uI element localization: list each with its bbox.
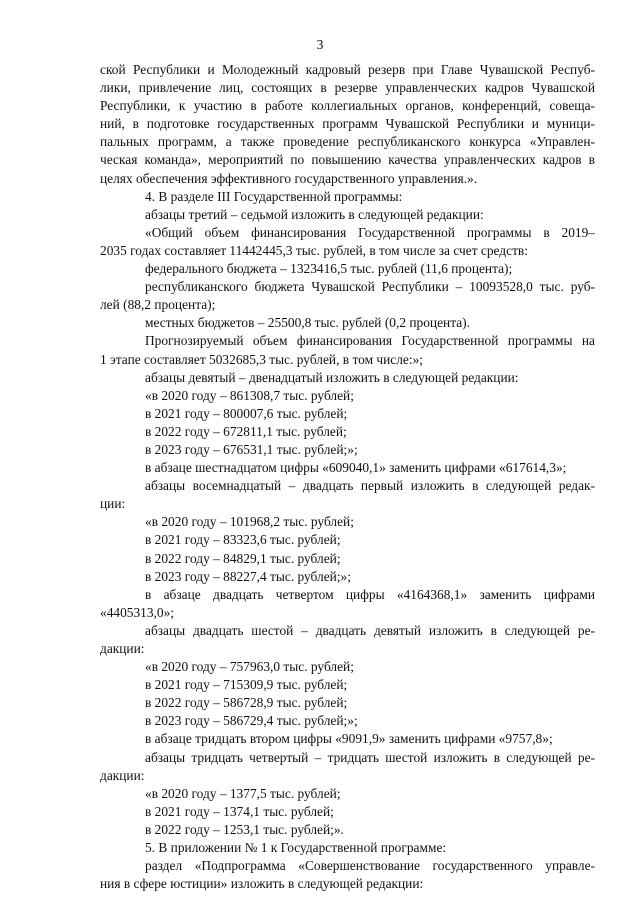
text-line: в 2022 году – 1253,1 тыс. рублей;». — [145, 821, 344, 837]
text-line: в абзаце двадцать четвертом цифры «4164368,1» заменить цифрами — [145, 586, 595, 602]
text-line: «в 2020 году – 861308,7 тыс. рублей; — [145, 387, 354, 403]
text-line: республиканского бюджета Чувашской Республики – 10093528,0 тыс. руб- — [145, 279, 595, 295]
text-line: абзацы девятый – двенадцатый изложить в следующей редакции: — [145, 369, 519, 385]
text-line: раздел «Подпрограмма «Совершенствование государственного управле- — [145, 858, 595, 874]
text-line: «в 2020 году – 101968,2 тыс. рублей; — [145, 514, 354, 530]
text-line: целях обеспечения эффективного государственного управления.». — [100, 170, 478, 186]
text-line: в 2021 году – 800007,6 тыс. рублей; — [145, 405, 348, 421]
text-line: абзацы двадцать шестой – двадцать девятый изложить в следующей ре- — [145, 622, 595, 638]
text-line: лики, привлечение лиц, состоящих в резерве управленческих кадров Чувашской — [100, 80, 595, 96]
text-line: «в 2020 году – 1377,5 тыс. рублей; — [145, 785, 341, 801]
text-line: в 2022 году – 586728,9 тыс. рублей; — [145, 695, 348, 711]
text-line: местных бюджетов – 25500,8 тыс. рублей (0,2 процента). — [145, 315, 470, 331]
document-body — [100, 61, 595, 893]
text-line: ческая команда», мероприятий по повышению качества управленческих кадров в — [100, 152, 595, 168]
text-line: «4405313,0»; — [100, 604, 175, 620]
text-line: в 2021 году – 83323,6 тыс. рублей; — [145, 532, 341, 548]
text-line: в абзаце шестнадцатом цифры «609040,1» заменить цифрами «617614,3»; — [145, 460, 567, 476]
text-line: в абзаце тридцать втором цифры «9091,9» заменить цифрами «9757,8»; — [145, 731, 553, 747]
text-line: пальных программ, а также проведение республиканского конкурса «Управлен- — [100, 134, 595, 150]
text-line: 2035 годах составляет 11442445,3 тыс. рублей, в том числе за счет средств: — [100, 242, 528, 258]
text-line: дакции: — [100, 641, 145, 656]
text-line: Республики, к участию в работе коллегиальных органов, конференций, совеща- — [100, 98, 595, 114]
text-line: в 2023 году – 88227,4 тыс. рублей;»; — [145, 568, 351, 584]
text-line: в 2023 году – 586729,4 тыс. рублей;»; — [145, 713, 358, 729]
text-line: в 2021 году – 715309,9 тыс. рублей; — [145, 677, 348, 693]
text-line: Прогнозируемый объем финансирования Государственной программы на — [145, 333, 595, 349]
text-line: федерального бюджета – 1323416,5 тыс. рублей (11,6 процента); — [145, 261, 513, 277]
text-line: «в 2020 году – 757963,0 тыс. рублей; — [145, 659, 354, 675]
page-number: 3 — [316, 37, 324, 52]
text-line: ской Республики и Молодежный кадровый резерв при Главе Чувашской Респуб- — [100, 62, 595, 77]
text-line: дакции: — [100, 767, 145, 783]
text-line: ния в сфере юстиции» изложить в следующей редакции: — [100, 876, 424, 892]
text-line: ний, в подготовке государственных программ Чувашской Республики и муници- — [100, 116, 595, 132]
text-line: 4. В разделе III Государственной программы: — [145, 188, 403, 204]
text-line: ции: — [100, 496, 126, 512]
text-line: в 2023 году – 676531,1 тыс. рублей;»; — [145, 441, 358, 457]
text-line: в 2022 году – 672811,1 тыс. рублей; — [145, 423, 347, 439]
text-line: «Общий объем финансирования Государственной программы в 2019– — [145, 224, 595, 240]
text-line: в 2022 году – 84829,1 тыс. рублей; — [145, 550, 341, 566]
text-line: 5. В приложении № 1 к Государственной программе: — [145, 840, 447, 856]
text-line: в 2021 году – 1374,1 тыс. рублей; — [145, 803, 334, 819]
text-line: абзацы тридцать четвертый – тридцать шестой изложить в следующей ре- — [145, 749, 595, 765]
text-line: абзацы третий – седьмой изложить в следующей редакции: — [145, 206, 484, 222]
text-line: лей (88,2 процента); — [100, 297, 216, 313]
text-line: абзацы восемнадцатый – двадцать первый изложить в следующей редак- — [145, 478, 595, 494]
text-line: 1 этапе составляет 5032685,3 тыс. рублей, в том числе:»; — [100, 351, 423, 367]
